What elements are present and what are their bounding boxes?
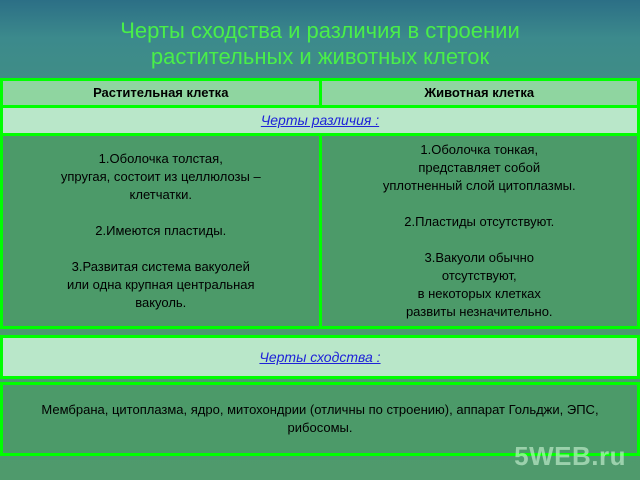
- plant-differences-text: 1.Оболочка толстая, упругая, состоит из целлюлозы – клетчатки. 2.Имеются пластиды. 3.Развитая система вакуолей или одна крупная центральная вакуоль.: [2, 135, 321, 328]
- slide-title: [0, 18, 640, 70]
- differences-label-cell: [2, 107, 639, 135]
- similarities-text: Мембрана, цитоплазма, ядро, митохондрии (отличны по строению), аппарат Гольджи, ЭПС, рибосомы.: [2, 384, 639, 455]
- spacer-row: [2, 328, 639, 337]
- slide-title-text: Черты сходства и различия в строении растительных и животных клеток: [120, 18, 520, 69]
- animal-differences-text: 1.Оболочка тонкая, представляет собой уплотненный слой цитоплазмы. 2.Пластиды отсутствуют. 3.Вакуоли обычно отсутствуют, в некоторых клетках развиты незначительно.: [320, 135, 639, 328]
- header-row: [2, 80, 639, 107]
- spacer: [2, 328, 639, 337]
- watermark: 5WEB.ru: [514, 441, 626, 471]
- differences-content-row: [2, 135, 639, 328]
- comparison-table: [0, 78, 640, 456]
- animal-cell-header: Животная клетка: [320, 80, 639, 107]
- similarities-label-cell: [2, 337, 639, 378]
- similarities-row: [2, 337, 639, 378]
- differences-label: Черты различия :: [260, 112, 380, 128]
- differences-row: [2, 107, 639, 135]
- similarities-label: Черты сходства :: [259, 348, 381, 365]
- plant-cell-header: Растительная клетка: [2, 80, 321, 107]
